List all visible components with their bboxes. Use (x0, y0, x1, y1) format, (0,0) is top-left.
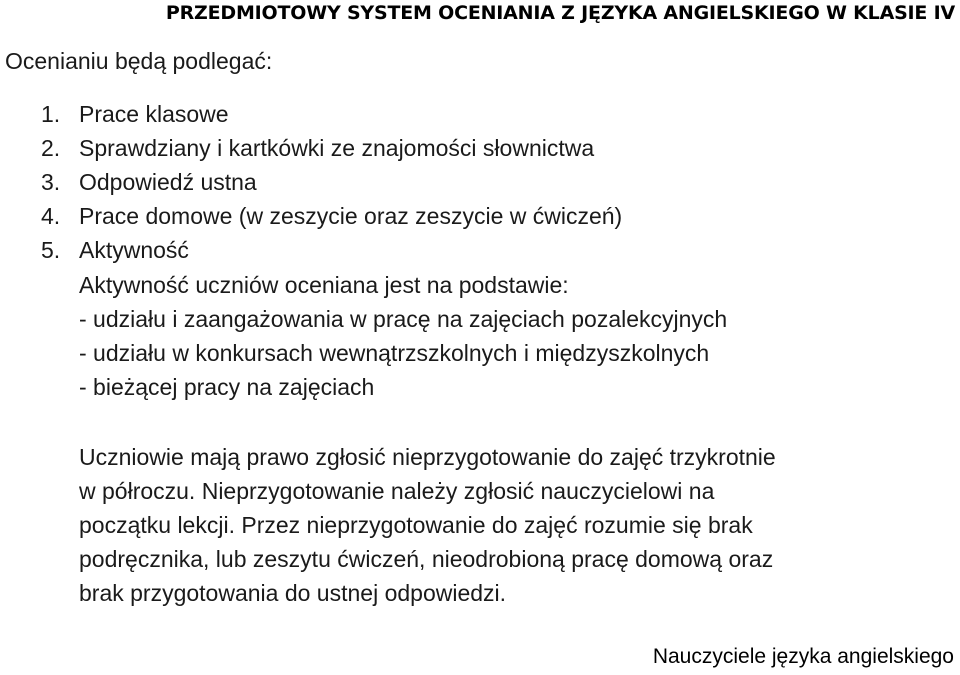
signature: Nauczyciele języka angielskiego (652, 645, 954, 668)
list-item-text: Sprawdziany i kartkówki ze znajomości słownictwa (79, 135, 595, 161)
activity-item: - udziału i zaangażowania w pracę na zajęciach pozalekcyjnych (79, 306, 728, 332)
list-item (0, 131, 622, 165)
list-item (0, 97, 622, 131)
document-title: PRZEDMIOTOWY SYSTEM OCENIANIA Z JĘZYKA ANGIELSKIEGO W KLASIE IV (165, 2, 955, 24)
note-line: brak przygotowania do ustnej odpowiedzi. (79, 580, 507, 606)
activity-lead: Aktywność uczniów oceniana jest na podstawie: (79, 272, 569, 298)
unpreparedness-note (79, 440, 939, 610)
note-line: początku lekcji. Przez nieprzygotowanie do zajęć rozumie się brak (79, 512, 753, 538)
intro-text: Ocenianiu będą podlegać: (5, 48, 273, 74)
list-item-number: 1. (41, 101, 61, 127)
activity-item: - bieżącej pracy na zajęciach (79, 374, 375, 400)
graded-items-list (0, 97, 622, 267)
list-item (0, 199, 622, 233)
note-line: podręcznika, lub zeszytu ćwiczeń, nieodrobioną pracę domową oraz (79, 546, 774, 572)
activity-section (79, 268, 727, 404)
list-item-number: 5. (41, 237, 61, 263)
list-item-number: 2. (41, 135, 61, 161)
list-item-number: 4. (41, 203, 61, 229)
list-item (0, 165, 622, 199)
list-item-text: Prace domowe (w zeszycie oraz zeszycie w ćwiczeń) (79, 203, 623, 229)
note-line: Uczniowie mają prawo zgłosić nieprzygotowanie do zajęć trzykrotnie (79, 444, 776, 470)
list-item-text: Prace klasowe (79, 101, 229, 127)
list-item (0, 233, 622, 267)
activity-item: - udziału w konkursach wewnątrzszkolnych i międzyszkolnych (79, 340, 710, 366)
list-item-text: Aktywność (79, 237, 189, 263)
list-item-text: Odpowiedź ustna (79, 169, 257, 195)
list-item-number: 3. (41, 169, 61, 195)
note-line: w półroczu. Nieprzygotowanie należy zgłosić nauczycielowi na (79, 478, 715, 504)
